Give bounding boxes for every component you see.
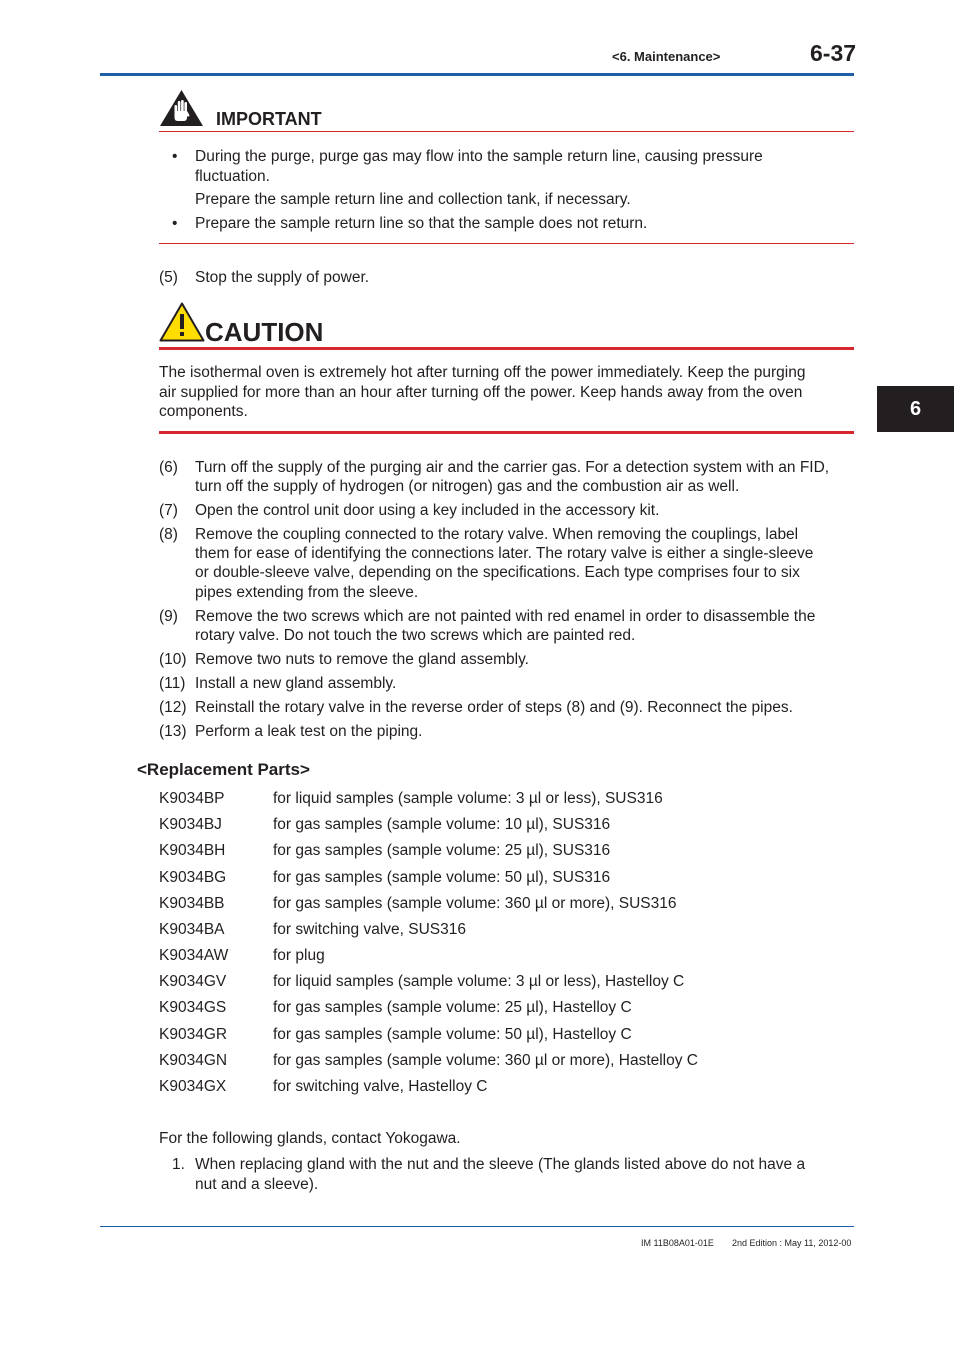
part-description: for gas samples (sample volume: 10 µl), SUS316 — [273, 816, 611, 833]
part-code: K9034GN — [159, 1052, 228, 1069]
step-number: (6) — [159, 459, 178, 476]
glands-item-line-2: nut and a sleeve). — [195, 1176, 319, 1193]
part-code: K9034BP — [159, 790, 225, 807]
important-bullet-1-line-1: During the purge, purge gas may flow into the sample return line, causing pressure — [195, 148, 763, 165]
caution-bottom-rule — [159, 431, 854, 434]
part-code: K9034BJ — [159, 816, 222, 833]
part-code: K9034BH — [159, 842, 226, 859]
part-description: for gas samples (sample volume: 50 µl), Hastelloy C — [273, 1026, 632, 1043]
caution-top-rule — [159, 347, 854, 350]
header-rule — [100, 73, 854, 76]
part-code: K9034GX — [159, 1078, 227, 1095]
bullet-glyph: • — [172, 215, 178, 232]
step-number: (5) — [159, 269, 178, 286]
caution-text-line-2: air supplied for more than an hour after turning off the power. Keep hands away from the oven — [159, 384, 803, 401]
part-code: K9034GR — [159, 1026, 228, 1043]
step-text: Remove two nuts to remove the gland assembly. — [195, 651, 529, 668]
chapter-tab: 6 — [877, 386, 954, 432]
raised-hand-icon — [159, 89, 204, 127]
part-code: K9034AW — [159, 947, 229, 964]
step-text: turn off the supply of hydrogen (or nitrogen) gas and the combustion air as well. — [195, 478, 740, 495]
replacement-parts-heading: <Replacement Parts> — [137, 760, 310, 779]
caution-title: CAUTION — [205, 317, 324, 347]
part-description: for switching valve, SUS316 — [273, 921, 466, 938]
caution-text-line-3: components. — [159, 403, 248, 420]
step-number: (13) — [159, 723, 187, 740]
step-text: Open the control unit door using a key included in the accessory kit. — [195, 502, 660, 519]
step-number: (10) — [159, 651, 187, 668]
header-section-title: <6. Maintenance> — [612, 49, 721, 64]
step-text: Turn off the supply of the purging air and the carrier gas. For a detection system with an FID, — [195, 459, 830, 476]
warning-triangle-icon — [159, 302, 205, 342]
step-text: pipes extending from the sleeve. — [195, 584, 419, 601]
part-description: for gas samples (sample volume: 25 µl), Hastelloy C — [273, 999, 632, 1016]
part-description: for gas samples (sample volume: 360 µl or more), Hastelloy C — [273, 1052, 699, 1069]
important-bullet-2: Prepare the sample return line so that the sample does not return. — [195, 215, 648, 232]
glands-intro: For the following glands, contact Yokogawa. — [159, 1130, 461, 1147]
important-title: IMPORTANT — [216, 109, 322, 129]
bullet-glyph: • — [172, 148, 178, 165]
step-text: Install a new gland assembly. — [195, 675, 397, 692]
step-text: Remove the coupling connected to the rotary valve. When removing the couplings, label — [195, 526, 799, 543]
part-code: K9034BA — [159, 921, 225, 938]
step-text: Remove the two screws which are not painted with red enamel in order to disassemble the — [195, 608, 816, 625]
part-description: for switching valve, Hastelloy C — [273, 1078, 488, 1095]
step-text: or double-sleeve valve, depending on the specifications. Each type comprises four to six — [195, 564, 800, 581]
step-text: rotary valve. Do not touch the two screws which are painted red. — [195, 627, 636, 644]
part-description: for gas samples (sample volume: 360 µl or more), SUS316 — [273, 895, 677, 912]
footer-edition: 2nd Edition : May 11, 2012-00 — [732, 1238, 852, 1248]
step-number: (7) — [159, 502, 178, 519]
part-code: K9034GV — [159, 973, 227, 990]
step-text: them for ease of identifying the connections later. The rotary valve is either a single-sleeve — [195, 545, 814, 562]
step-number: (9) — [159, 608, 178, 625]
step-text: Stop the supply of power. — [195, 269, 370, 286]
part-code: K9034BG — [159, 869, 227, 886]
part-description: for liquid samples (sample volume: 3 µl or less), SUS316 — [273, 790, 663, 807]
important-top-rule — [159, 131, 854, 132]
part-code: K9034GS — [159, 999, 227, 1016]
step-number: (11) — [159, 675, 186, 692]
part-description: for gas samples (sample volume: 25 µl), SUS316 — [273, 842, 611, 859]
step-text: Reinstall the rotary valve in the reverse order of steps (8) and (9). Reconnect the pipes. — [195, 699, 793, 716]
step-number: (12) — [159, 699, 187, 716]
step-number: (8) — [159, 526, 178, 543]
important-bullet-1-line-2: fluctuation. — [195, 168, 270, 185]
footer-rule — [100, 1226, 854, 1227]
part-code: K9034BB — [159, 895, 225, 912]
caution-text-line-1: The isothermal oven is extremely hot after turning off the power immediately. Keep the purging — [159, 364, 806, 381]
important-bullet-1-line-3: Prepare the sample return line and collection tank, if necessary. — [195, 191, 631, 208]
page-number: 6-37 — [810, 40, 857, 66]
part-description: for gas samples (sample volume: 50 µl), SUS316 — [273, 869, 611, 886]
important-bottom-rule — [159, 243, 854, 244]
part-description: for liquid samples (sample volume: 3 µl or less), Hastelloy C — [273, 973, 685, 990]
glands-item-line-1: When replacing gland with the nut and the sleeve (The glands listed above do not have a — [195, 1156, 806, 1173]
step-text: Perform a leak test on the piping. — [195, 723, 423, 740]
list-number: 1. — [172, 1156, 185, 1173]
footer-document-id: IM 11B08A01-01E — [641, 1238, 714, 1248]
part-description: for plug — [273, 947, 325, 964]
